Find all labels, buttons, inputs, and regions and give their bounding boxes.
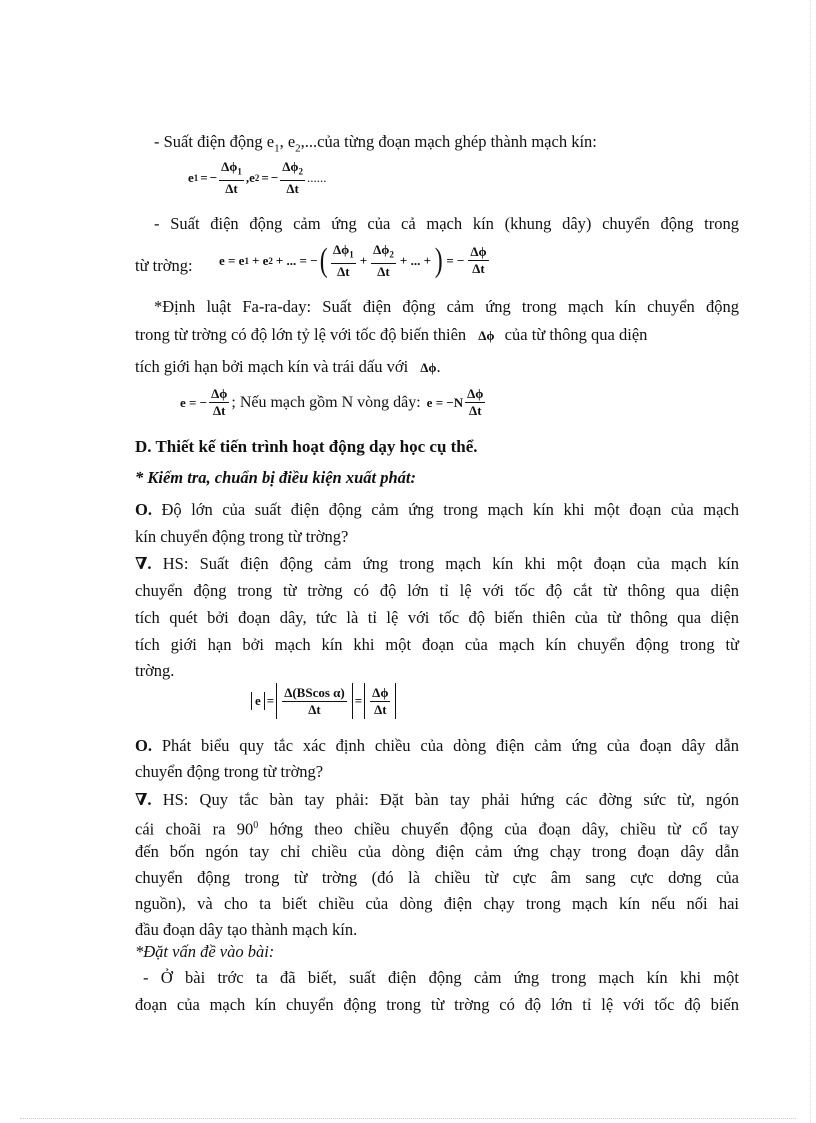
answer-line: đến bốn ngón tay chỉ chiều của dòng điện cảm ứng chạy trong đoạn dây dẫn xyxy=(135,842,739,861)
answer-line: ∇. HS: Quy tắc bàn tay phải: Đặt bàn tay phải hứng các đờng sức từ, ngón xyxy=(135,790,739,809)
question-line: chuyển động trong từ trờng? xyxy=(135,762,324,781)
text-line: - Suất điện động $e_1$, $e_2,...của$ từng đoạn mạch ghép thành mạch kín: xyxy=(154,132,597,155)
sub-heading: * Kiểm tra, chuẩn bị điều kiện xuất phát: xyxy=(135,468,416,487)
answer-line: chuyển động trong từ trờng có độ lớn tỉ lệ với tốc độ cắt từ thông qua diện xyxy=(135,581,739,600)
answer-line: chuyển động trong từ trờng (đó là chiều từ cực âm sang cực dơng của xyxy=(135,868,739,887)
text-line: *Định luật Fa-ra-day: Suất điện động cảm ứng trong mạch kín chuyển động xyxy=(154,297,739,316)
answer-line: tích giới hạn bởi mạch kín khi một đoạn của mạch kín chuyển động trong từ xyxy=(135,635,739,654)
page-right-divider xyxy=(810,0,811,1123)
formula-e1-e2: e 1 = − $\frac{\Delta\phi_1}{\Delta t}$ , e 2 = − $\frac{\Delta\phi_2}{\Delta t}$ ...... xyxy=(188,159,327,196)
section-heading: D. Thiết kế tiến trình hoạt động dạy học cụ thể. xyxy=(135,437,478,456)
answer-line: trờng. xyxy=(135,661,175,680)
formula-faraday: e = − $\frac{\Delta\phi}{\Delta t}$ ; Nếu mạch gồm N vòng dây: e = −N $\frac{\Delta\phi}{\Delta t}$ xyxy=(180,386,484,418)
answer-line: đầu đoạn dây tạo thành mạch kín. xyxy=(135,920,358,939)
text-line: từ trờng: xyxy=(135,256,193,275)
text-line: tích giới hạn bởi mạch kín và trái dấu với Δϕ. xyxy=(135,357,441,376)
intro-line: - Ở bài trớc ta đã biết, suất điện động cảm ứng trong mạch kín khi một xyxy=(143,968,739,987)
intro-line: đoạn của mạch kín chuyển động trong từ trờng có độ lớn tỉ lệ với tốc độ biến xyxy=(135,995,739,1014)
formula-abs-e: e = $\frac{\text{Δ(BScos α)}}{\Delta t}$ = $\frac{\Delta\phi}{\Delta t}$ xyxy=(251,683,396,719)
formula-sum: e = e 1 + e 2 + ... = − ( $\frac{\Delta\phi_1}{\Delta t}$ + $\frac{\Delta\phi_2}{\Delta t}$ + ... + ) = − $\frac{\Delta\phi}{\Delta t}$ xyxy=(219,241,487,279)
answer-line: cái choãi ra $90^0$ hớng theo chiều chuyển động của đoạn dây, chiều từ cổ tay xyxy=(135,819,739,839)
answer-line: nguồn), và cho ta biết chiều của dòng điện chạy trong mạch kín nếu nối hai xyxy=(135,894,739,913)
answer-line: tích quét bởi đoạn dây, tức là tỉ lệ với tốc độ biến thiên của từ thông qua diện xyxy=(135,608,739,627)
text-line: - Suất điện động cảm ứng của cả mạch kín (khung dây) chuyển động trong xyxy=(154,214,739,233)
page-bottom-divider xyxy=(20,1118,796,1119)
question-line: O. Phát biểu quy tắc xác định chiều của dòng điện cảm ứng của đoạn dây dẫn xyxy=(135,736,739,755)
question-line: kín chuyển động trong từ trờng? xyxy=(135,527,349,546)
answer-line: ∇. HS: Suất điện động cảm ứng trong mạch kín khi một đoạn của mạch kín xyxy=(135,554,740,573)
text-line: trong từ trờng có độ lớn tỷ lệ với tốc độ biến thiên Δϕ của từ thông qua diện xyxy=(135,325,648,344)
intro-title: *Đặt vấn đề vào bài: xyxy=(135,942,275,961)
question-line: O. Độ lớn của suất điện động cảm ứng trong mạch kín khi một đoạn của mạch xyxy=(135,500,739,519)
